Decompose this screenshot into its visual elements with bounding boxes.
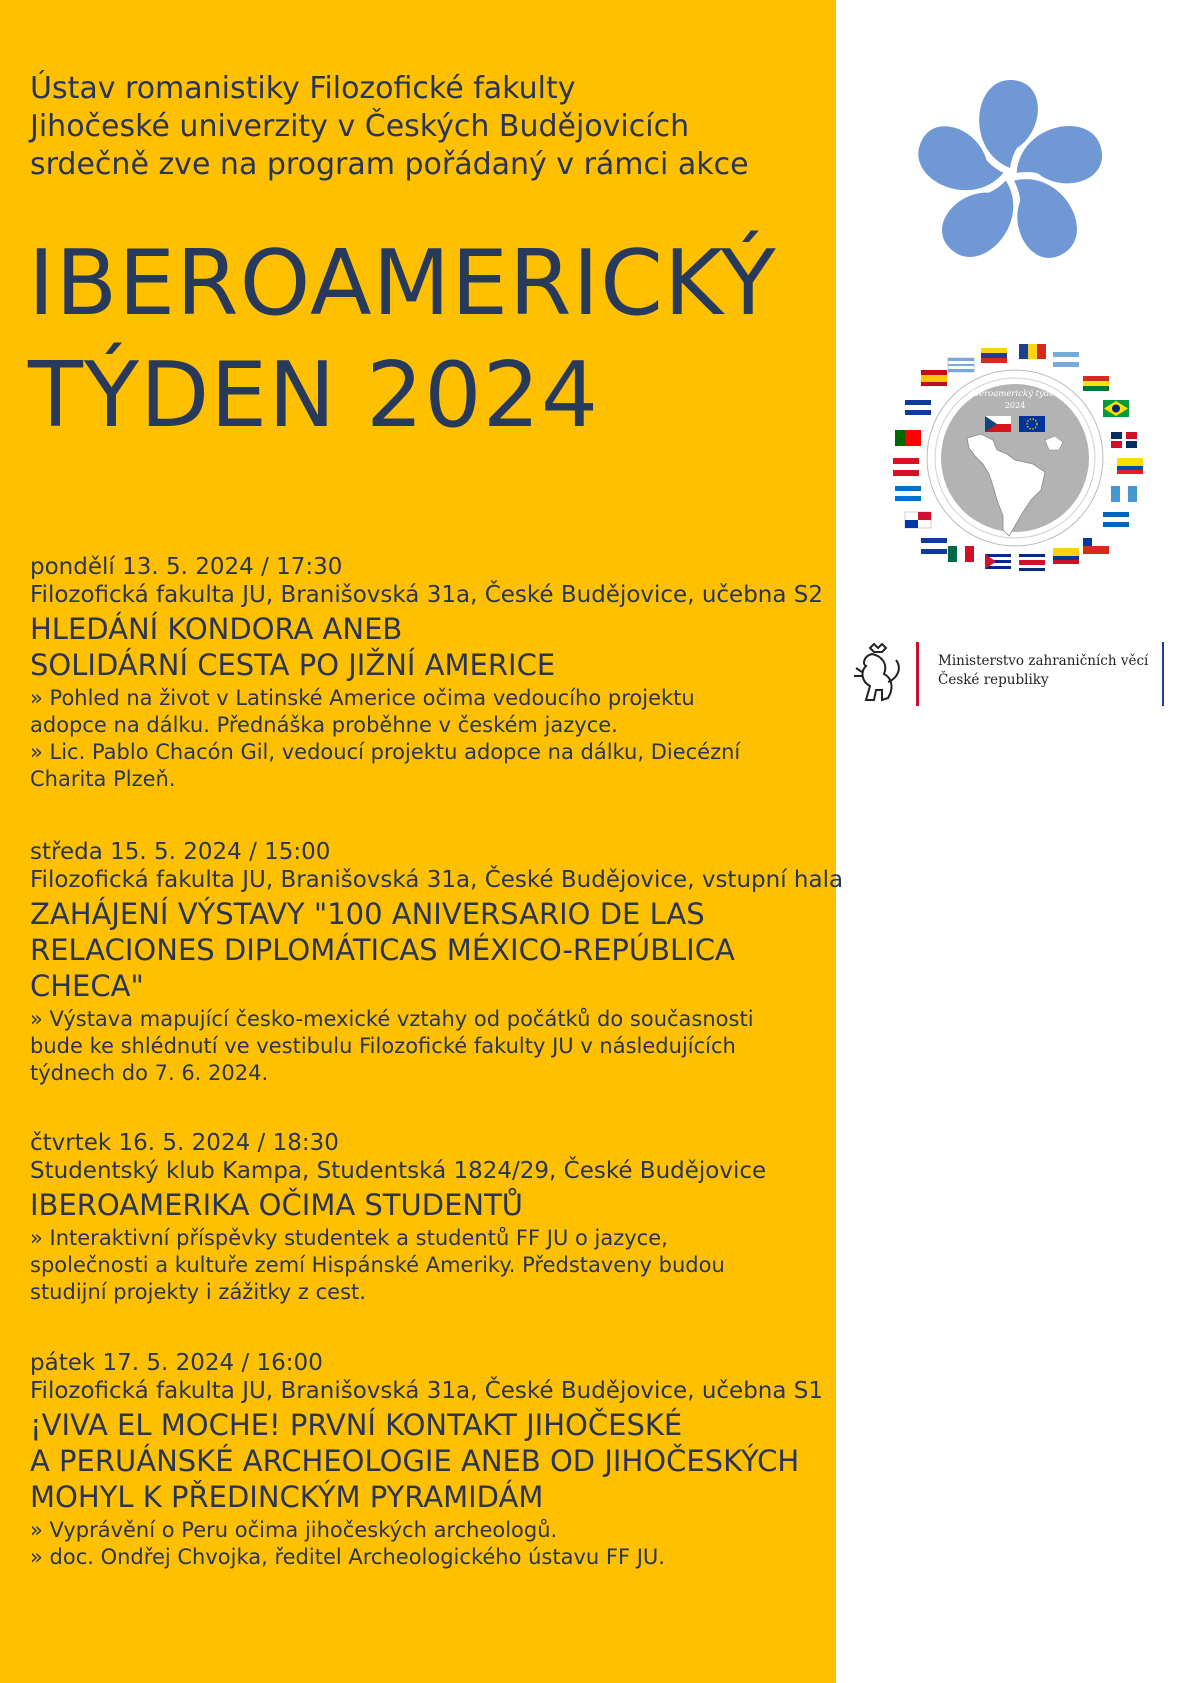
event-block xyxy=(30,553,824,793)
flower-logo-icon xyxy=(905,70,1115,280)
headline-line: TÝDEN 2024 xyxy=(28,343,600,448)
event-date: pátek 17. 5. 2024 / 16:00 xyxy=(30,1350,323,1376)
intro-line: Jihočeské univerzity v Českých Budějovicích xyxy=(30,109,690,144)
event-title-line: SOLIDÁRNÍ CESTA PO JIŽNÍ AMERICE xyxy=(30,648,556,682)
czech-flag-icon xyxy=(985,416,1011,432)
event-desc-line: » Vyprávění o Peru očima jihočeských archeologů. xyxy=(30,1518,558,1542)
event-title-line: RELACIONES DIPLOMÁTICAS MÉXICO-REPÚBLICA xyxy=(30,933,735,967)
headline xyxy=(28,228,828,452)
event-desc-line: týdnech do 7. 6. 2024. xyxy=(30,1061,269,1085)
event-description xyxy=(30,1006,820,1087)
eu-flag-icon xyxy=(1019,416,1045,432)
event-title xyxy=(30,1187,820,1223)
ministry-line: Ministerstvo zahraničních věcí xyxy=(938,653,1149,669)
event-title-line: IBEROAMERIKA OČIMA STUDENTŮ xyxy=(30,1188,524,1222)
event-date: pondělí 13. 5. 2024 / 17:30 xyxy=(30,554,343,580)
event-desc-line: » doc. Ondřej Chvojka, ředitel Archeologického ústavu FF JU. xyxy=(30,1545,665,1569)
event-title xyxy=(30,1407,820,1515)
event-title-line: HLEDÁNÍ KONDORA ANEB xyxy=(30,612,403,646)
iberoamerican-week-logo xyxy=(885,340,1145,580)
event-block xyxy=(30,1129,820,1306)
event-block xyxy=(30,838,844,1087)
logo-year: 2024 xyxy=(1004,401,1026,410)
divider-blue xyxy=(1162,642,1164,706)
event-desc-line: » Výstava mapující česko-mexické vztahy od počátků do současnosti xyxy=(30,1007,754,1031)
intro-line: Ústav romanistiky Filozofické fakulty xyxy=(30,71,576,106)
event-desc-line: studijní projekty i zážitky z cest. xyxy=(30,1280,366,1304)
ministry-line: České republiky xyxy=(938,672,1049,688)
ministry-name xyxy=(938,652,1148,690)
intro xyxy=(30,70,820,184)
divider-red xyxy=(916,642,919,706)
event-desc-line: adopce na dálku. Přednáška proběhne v českém jazyce. xyxy=(30,713,618,737)
event-desc-line: společnosti a kultuře zemí Hispánské Ameriky. Představeny budou xyxy=(30,1253,725,1277)
event-place: Filozofická fakulta JU, Branišovská 31a, České Budějovice, učebna S1 xyxy=(30,1378,824,1404)
event-title-line: CHECA" xyxy=(30,969,144,1003)
event-date: čtvrtek 16. 5. 2024 / 18:30 xyxy=(30,1130,339,1156)
event-block xyxy=(30,1349,824,1571)
event-desc-line: » Pohled na život v Latinské Americe očima vedoucího projektu xyxy=(30,686,695,710)
event-title-line: ¡VIVA EL MOCHE! PRVNÍ KONTAKT JIHOČESKÉ xyxy=(30,1408,683,1442)
event-desc-line: » Interaktivní příspěvky studentek a studentů FF JU o jazyce, xyxy=(30,1226,668,1250)
event-desc-line: Charita Plzeň. xyxy=(30,767,176,791)
logo-ring-text: Iberoamerický týden xyxy=(970,389,1060,399)
event-place: Filozofická fakulta JU, Branišovská 31a, České Budějovice, vstupní hala xyxy=(30,867,844,893)
event-title-line: ZAHÁJENÍ VÝSTAVY "100 ANIVERSARIO DE LAS xyxy=(30,897,705,931)
ministry-logo xyxy=(848,638,1168,708)
event-description xyxy=(30,1517,820,1571)
intro-line: srdečně zve na program pořádaný v rámci akce xyxy=(30,147,749,182)
event-place: Filozofická fakulta JU, Branišovská 31a, České Budějovice, učebna S2 xyxy=(30,582,824,608)
event-title-line: A PERUÁNSKÉ ARCHEOLOGIE ANEB OD JIHOČESKÝCH xyxy=(30,1444,800,1478)
event-date: středa 15. 5. 2024 / 15:00 xyxy=(30,839,331,865)
event-title-line: MOHYL K PŘEDINCKÝM PYRAMIDÁM xyxy=(30,1480,544,1514)
event-description xyxy=(30,685,820,793)
event-place: Studentský klub Kampa, Studentská 1824/29, České Budějovice xyxy=(30,1158,767,1184)
event-desc-line: bude ke shlédnutí ve vestibulu Filozofické fakulty JU v následujících xyxy=(30,1034,736,1058)
event-title xyxy=(30,611,820,683)
czech-lion-icon xyxy=(852,642,904,704)
event-description xyxy=(30,1225,820,1306)
event-desc-line: » Lic. Pablo Chacón Gil, vedoucí projektu adopce na dálku, Diecézní xyxy=(30,740,741,764)
headline-line: IBEROAMERICKÝ xyxy=(28,231,777,336)
event-title xyxy=(30,896,820,1004)
